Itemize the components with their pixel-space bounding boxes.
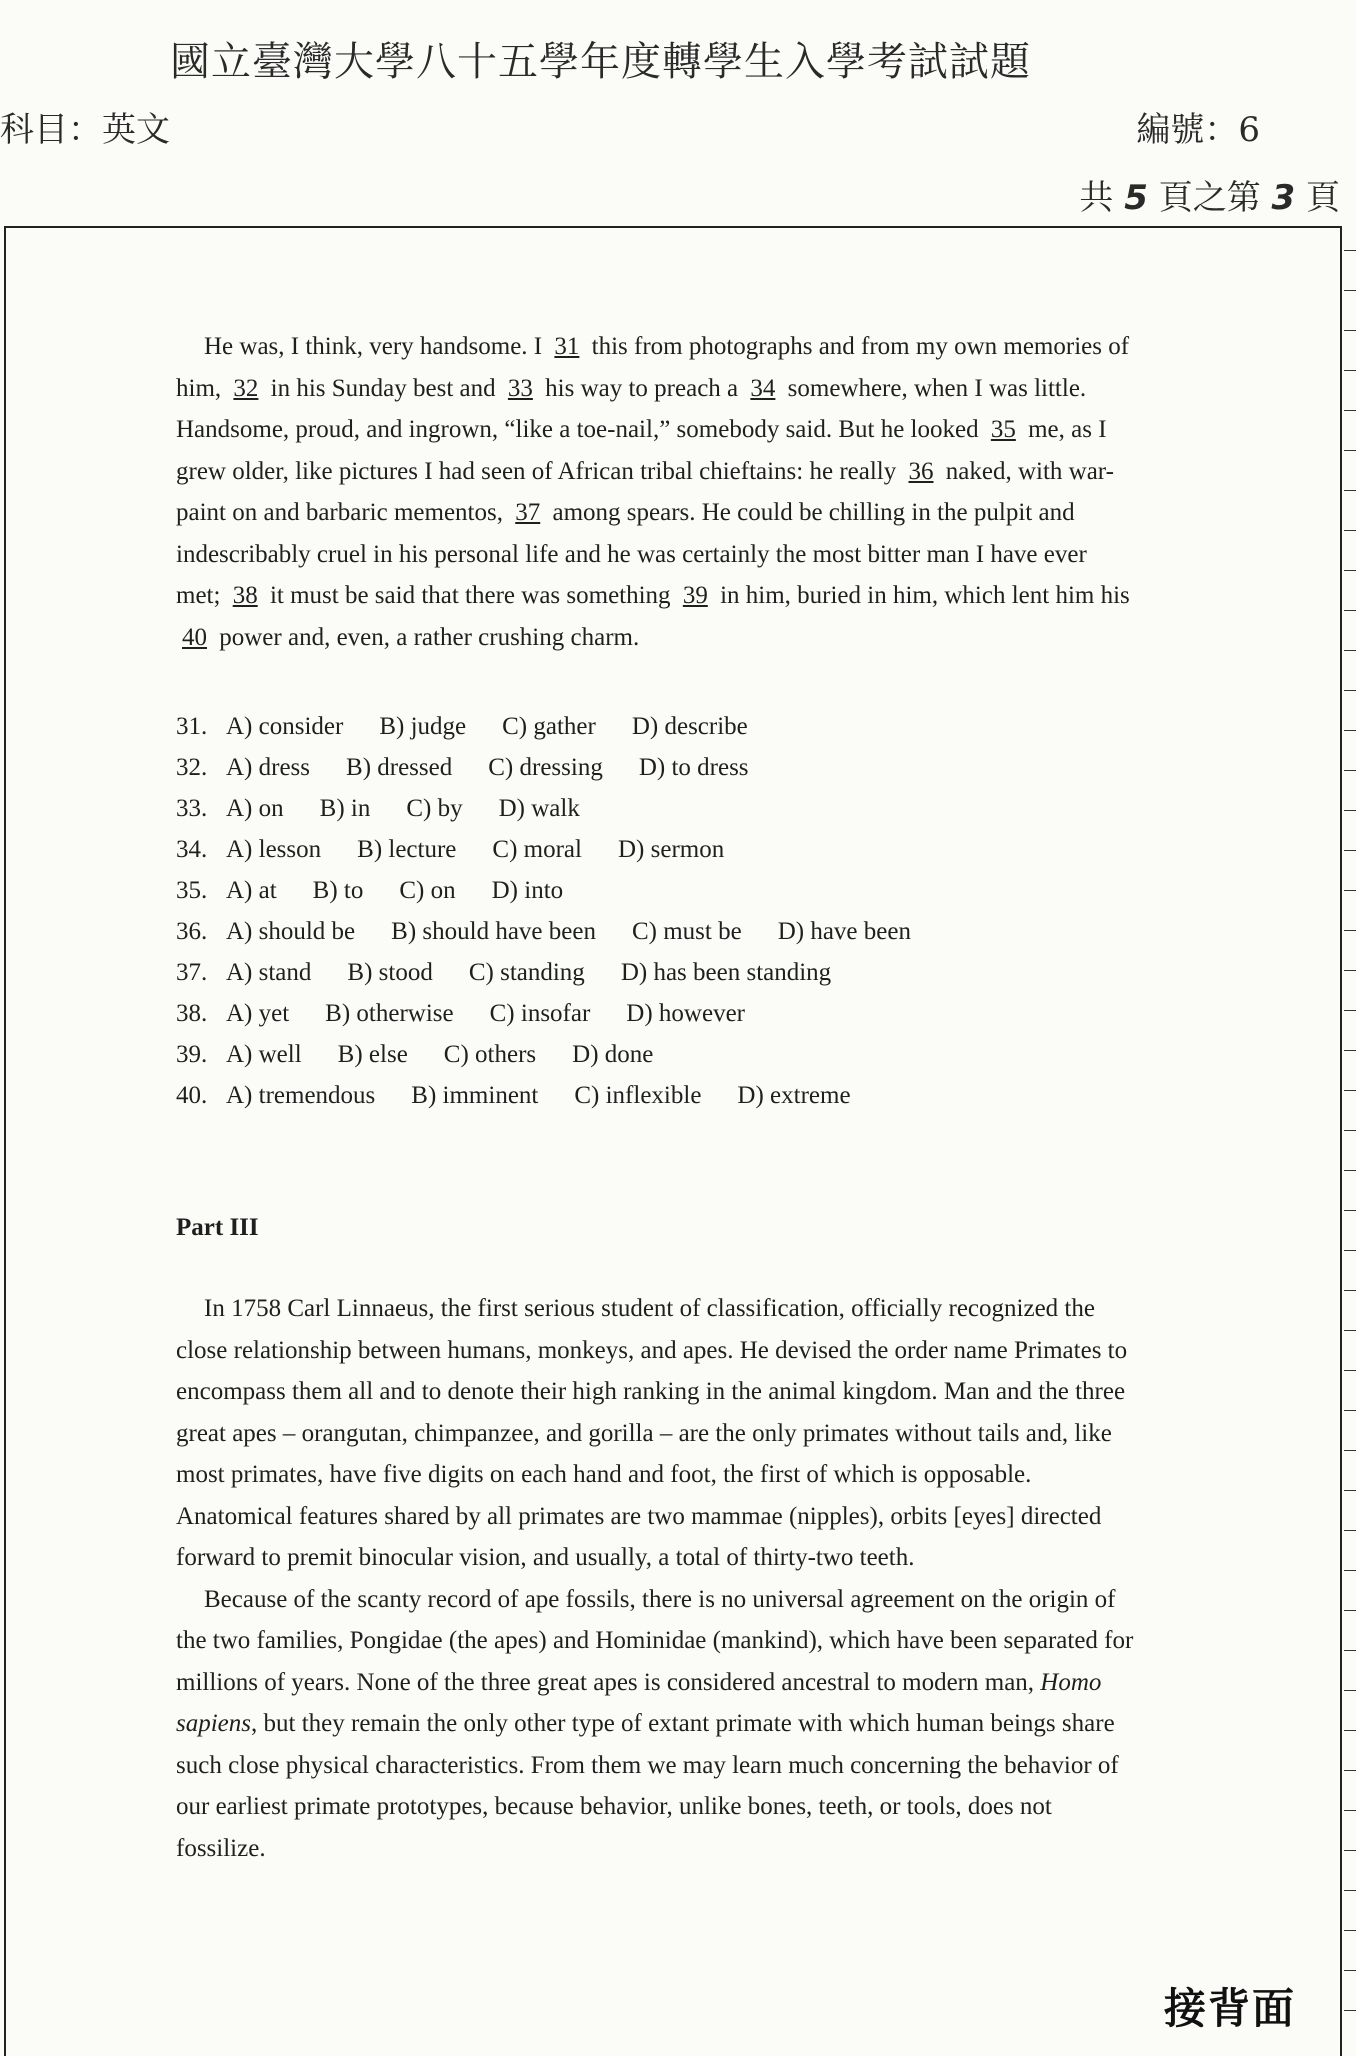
answer-option: A) well — [226, 1041, 302, 1068]
answer-option: D) into — [491, 877, 564, 904]
margin-tick — [1344, 370, 1356, 371]
passage-text: me, as I grew older, like pictures I had seen of African tribal chieftains: he really — [176, 416, 1107, 485]
page-mid: 頁之第 — [1158, 178, 1261, 218]
question-row — [176, 706, 1136, 747]
answer-option: C) others — [443, 1041, 537, 1068]
answer-option: D) walk — [498, 795, 580, 822]
margin-tick — [1344, 970, 1356, 971]
answer-option: C) inflexible — [574, 1082, 702, 1109]
margin-tick — [1344, 610, 1356, 611]
blank-33: 33 — [507, 374, 533, 402]
question-number: 39. — [176, 1041, 208, 1068]
blank-38: 38 — [232, 582, 258, 609]
margin-tick — [1344, 330, 1356, 331]
margin-tick — [1344, 810, 1356, 811]
question-row — [176, 952, 1136, 993]
passage-text: He was, I think, very handsome. I — [204, 333, 549, 360]
passage-text: in his Sunday best and — [264, 374, 502, 402]
answer-option: A) stand — [226, 959, 312, 986]
answer-option: C) by — [406, 795, 463, 822]
answer-option: A) at — [226, 877, 277, 904]
answer-option: A) yet — [226, 1000, 290, 1027]
margin-tick — [1344, 1650, 1356, 1651]
answer-option: D) has been standing — [620, 959, 832, 986]
margin-tick — [1344, 1050, 1356, 1051]
answer-option: C) standing — [468, 959, 585, 986]
blank-31: 31 — [554, 333, 580, 360]
exam-title: 國立臺灣大學八十五學年度轉學生入學考試試題 — [170, 39, 1031, 85]
page-suffix: 頁 — [1306, 178, 1340, 218]
margin-tick — [1344, 490, 1356, 491]
margin-tick — [1344, 290, 1356, 291]
answer-option: A) dress — [226, 754, 311, 781]
answer-option: B) in — [319, 795, 371, 822]
margin-tick — [1344, 770, 1356, 771]
margin-tick — [1344, 850, 1356, 851]
blank-37: 37 — [515, 499, 541, 526]
margin-tick — [1344, 1330, 1356, 1331]
passage-text: in him, buried in him, which lent him his — [713, 582, 1130, 609]
answer-option: B) stood — [347, 959, 433, 986]
page-indicator — [1079, 170, 1340, 219]
page-prefix: 共 — [1079, 178, 1114, 218]
cloze-passage — [176, 326, 1136, 658]
answer-option: D) however — [626, 1000, 745, 1027]
margin-tick — [1344, 650, 1356, 651]
margin-tick — [1344, 1890, 1356, 1891]
page-total: 5 — [1124, 178, 1148, 218]
answer-option: B) else — [337, 1041, 408, 1068]
margin-tick — [1344, 1690, 1356, 1691]
question-number: 37. — [176, 959, 208, 986]
answer-option: C) dressing — [488, 754, 603, 781]
reading-paragraph-2 — [176, 1579, 1136, 1870]
answer-option: D) have been — [777, 918, 911, 945]
passage-text: somewhere, when I was little. Handsome, proud, and ingrown, “like a toe-nail,” somebody said. But he looked — [176, 374, 1087, 443]
question-number: 35. — [176, 877, 208, 904]
answer-option: B) lecture — [357, 836, 457, 863]
page-current: 3 — [1271, 178, 1296, 218]
answer-option: B) imminent — [411, 1082, 539, 1109]
question-row — [176, 911, 1136, 952]
question-number: 36. — [176, 918, 208, 945]
question-row — [176, 829, 1136, 870]
question-row — [176, 788, 1136, 829]
reading-paragraph-1 — [176, 1288, 1136, 1579]
blank-40: 40 — [182, 623, 207, 651]
answer-option: C) moral — [492, 836, 582, 863]
answer-option: C) gather — [502, 713, 596, 740]
part-title: Part III — [176, 1214, 259, 1241]
margin-tick — [1344, 930, 1356, 931]
margin-tick — [1344, 1090, 1356, 1091]
margin-tick — [1344, 1770, 1356, 1771]
question-row — [176, 1034, 1136, 1075]
answer-option: B) otherwise — [325, 1000, 454, 1027]
answer-option: B) judge — [379, 713, 467, 740]
margin-tick — [1344, 1450, 1356, 1451]
margin-tick — [1344, 1810, 1356, 1811]
question-number: 34. — [176, 836, 208, 863]
answer-option: D) to dress — [638, 754, 749, 781]
subject-label: 科目：英文 — [0, 110, 170, 150]
passage-text: power and, even, a rather crushing charm. — [213, 623, 640, 651]
question-row — [176, 870, 1136, 911]
answer-option: D) extreme — [737, 1082, 851, 1109]
margin-tick — [1344, 1850, 1356, 1851]
answer-option: B) dressed — [346, 754, 453, 781]
question-number: 32. — [176, 754, 208, 781]
answer-option: B) to — [312, 877, 364, 904]
blank-34: 34 — [750, 374, 776, 402]
exam-content — [176, 326, 1136, 1869]
paragraph-2-text-b: , but they remain the only other type of extant primate with which human beings share such close physical characteristics. From them we may learn much concerning the behavior of our earliest primate prototypes, because behavior, unlike bones, teeth, or tools, does not fossilize. — [176, 1710, 1119, 1862]
passage-text: his way to preach a — [538, 374, 745, 402]
answer-option: D) describe — [631, 713, 748, 740]
question-row — [176, 747, 1136, 788]
answer-option: B) should have been — [391, 918, 596, 945]
question-row — [176, 1075, 1136, 1116]
question-number: 33. — [176, 795, 208, 822]
margin-tick — [1344, 1610, 1356, 1611]
paragraph-1-text: In 1758 Carl Linnaeus, the first serious student of classification, officially recognized the close relationship between humans, monkeys, and apes. He devised the order name Primates to encompass them all and to denote their high ranking in the animal kingdom. Man and the three great apes – orangutan, chimpanzee, and gorilla – are the only primates without tails and, like most primates, have five digits on each hand and foot, the first of which is opposable. Anatomical features shared by all primates are two mammae (nipples), orbits [eyes] directed forward to premit binocular vision, and usually, a total of thirty-two teeth. — [176, 1295, 1128, 1571]
margin-tick — [1344, 250, 1356, 251]
margin-ticks — [1344, 240, 1356, 2040]
margin-tick — [1344, 1250, 1356, 1251]
margin-tick — [1344, 730, 1356, 731]
answer-option: D) done — [572, 1041, 654, 1068]
passage-text: it must be said that there was something — [263, 582, 677, 609]
answer-option: A) tremendous — [226, 1082, 376, 1109]
species-name: Homo sapiens — [176, 1668, 1102, 1737]
question-list — [176, 706, 1136, 1116]
margin-tick — [1344, 1130, 1356, 1131]
margin-tick — [1344, 1490, 1356, 1491]
margin-tick — [1344, 1930, 1356, 1931]
margin-tick — [1344, 1010, 1356, 1011]
blank-35: 35 — [990, 416, 1016, 443]
margin-tick — [1344, 1290, 1356, 1291]
answer-option: C) must be — [631, 918, 742, 945]
margin-tick — [1344, 570, 1356, 571]
margin-tick — [1344, 1210, 1356, 1211]
continue-on-back-stamp: 接背面 — [1163, 1984, 1296, 2033]
question-number: 31. — [176, 713, 208, 740]
margin-tick — [1344, 1170, 1356, 1171]
answer-option: C) insofar — [489, 1000, 591, 1027]
paragraph-2-text-a: Because of the scanty record of ape fossils, there is no universal agreement on the origin of the two families, Pongidae (the apes) and Hominidae (mankind), which have been separated for millions of years. None of the three great apes is considered ancestral to modern man, — [176, 1585, 1134, 1696]
answer-option: C) on — [399, 877, 456, 904]
answer-option: A) lesson — [226, 836, 322, 863]
margin-tick — [1344, 1970, 1356, 1971]
answer-option: A) on — [226, 795, 284, 822]
margin-tick — [1344, 410, 1356, 411]
margin-tick — [1344, 690, 1356, 691]
question-number: 40. — [176, 1082, 208, 1109]
exam-code: 編號：6 — [1136, 110, 1260, 150]
margin-tick — [1344, 1530, 1356, 1531]
margin-tick — [1344, 2010, 1356, 2011]
margin-tick — [1344, 1410, 1356, 1411]
blank-36: 36 — [908, 457, 934, 485]
blank-32: 32 — [233, 374, 259, 402]
passage-text: this from photographs and from my own memories of him, — [176, 333, 1130, 402]
margin-tick — [1344, 450, 1356, 451]
margin-tick — [1344, 530, 1356, 531]
question-row — [176, 993, 1136, 1034]
answer-option: A) consider — [226, 713, 344, 740]
answer-option: A) should be — [226, 918, 356, 945]
answer-option: D) sermon — [617, 836, 725, 863]
margin-tick — [1344, 1730, 1356, 1731]
question-number: 38. — [176, 1000, 208, 1027]
passage-text: naked, with war-paint on and barbaric mementos, — [176, 457, 1114, 526]
passage-text: among spears. He could be chilling in the pulpit and indescribably cruel in his personal life and he was certainly the most bitter man I have ever met; — [176, 499, 1087, 609]
margin-tick — [1344, 1370, 1356, 1371]
margin-tick — [1344, 1570, 1356, 1571]
margin-tick — [1344, 890, 1356, 891]
blank-39: 39 — [682, 582, 708, 609]
